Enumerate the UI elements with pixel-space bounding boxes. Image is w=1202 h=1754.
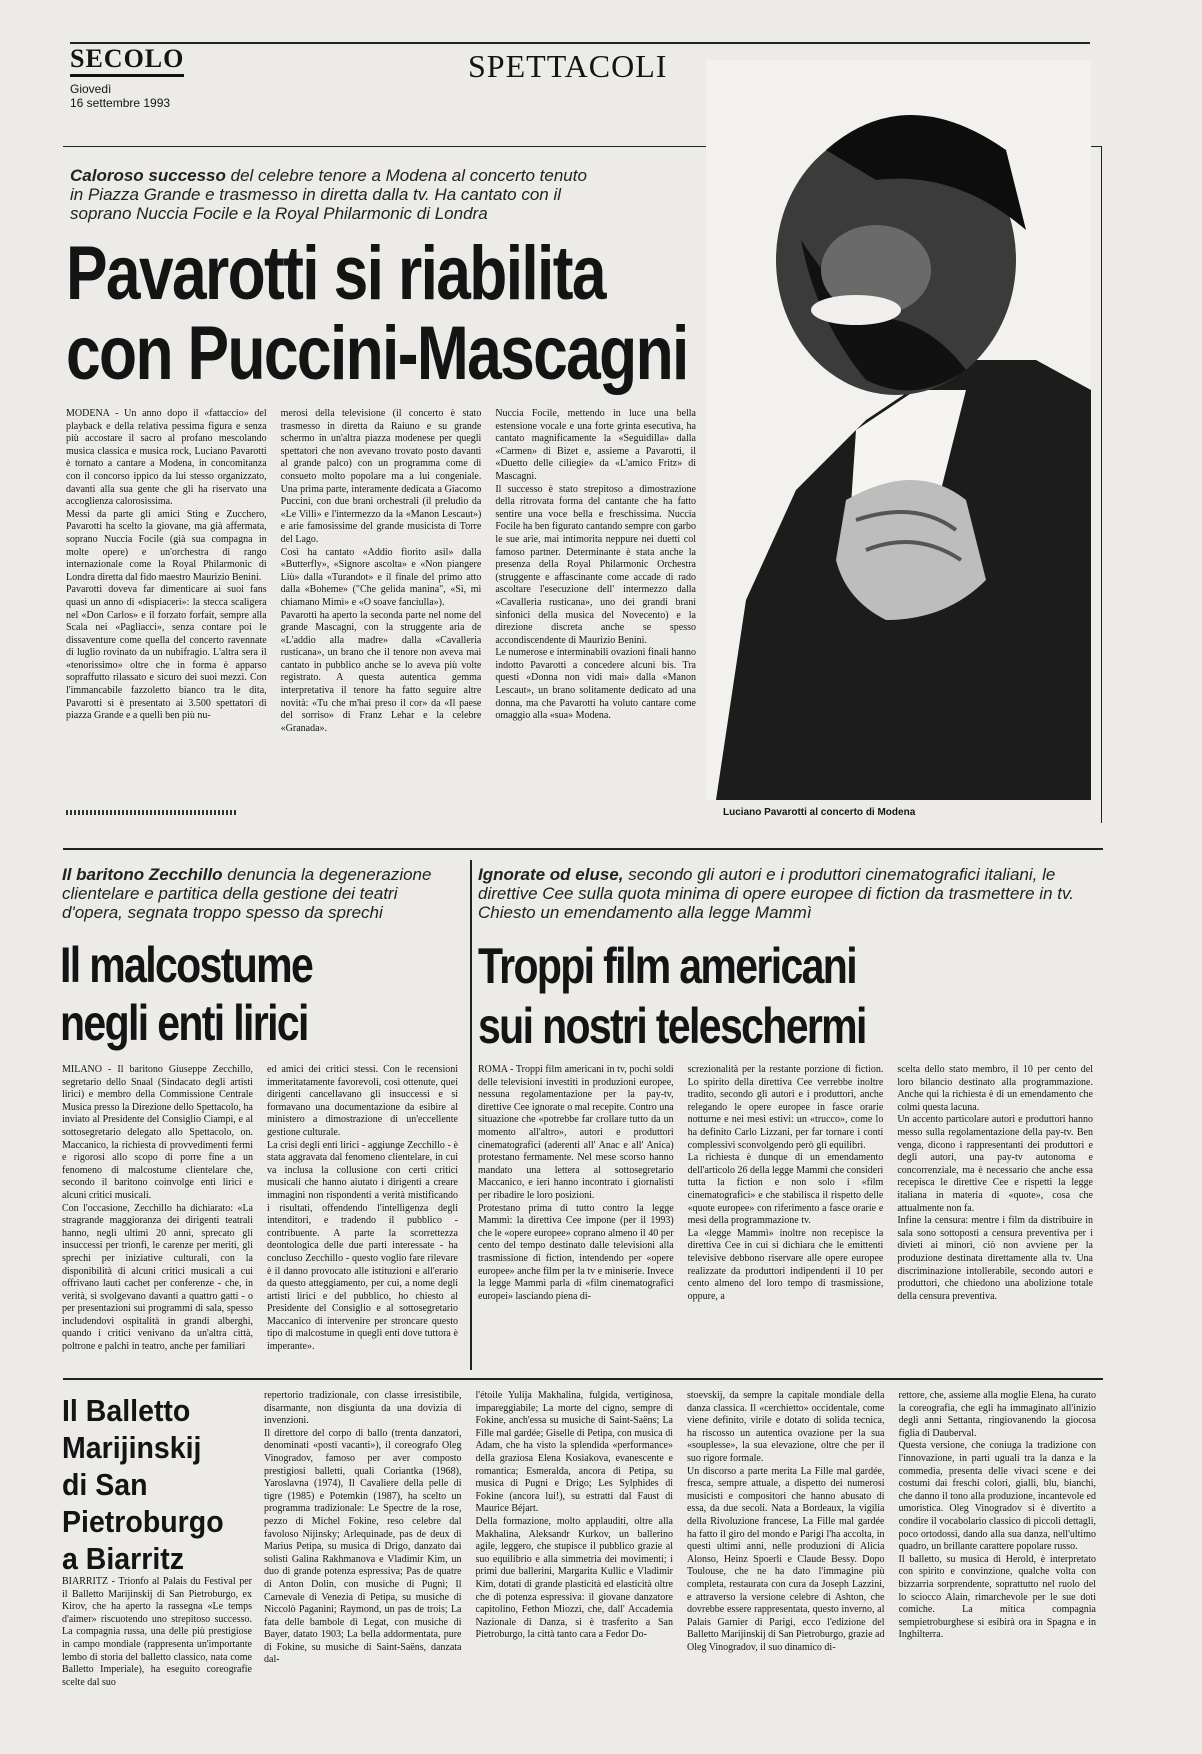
third-column: scelta dello stato membro, il 10 per cento del loro bilancio destinato alla programmazione. Anche qui la richiesta è di un emendamento che colmi questa lacuna. Un accento particolare autori e produttori hanno messo sulla regolamentazione della pay-tv. Ben venga, dicono i rappresentanti dei produttori e degli autori, una pay-tv autonoma e concorrenziale, ma è necessario che anche essa recepisca le direttive Cee e rispetti la legge italiana in materia di «quote», cosa che attualmente non fa. Infine la censura: mentre i film da distribuire in sala sono sottoposti a censura preventiva per i divieti ai minori, ciò non avviene per la produzione destinata direttamente alla tv. Una discriminazione intollerabile, secondo autori e produttori, che chiedono una abolizione totale della censura preventiva. xyxy=(897,1064,1093,1302)
second-kicker-text: denuncia la degenerazione clientelare e partitica della gestione dei teatri d'opera, segnata troppo spesso da sprechi xyxy=(62,865,432,922)
section-title: SPETTACOLI xyxy=(468,48,668,84)
ballet-column: BIARRITZ - Trionfo al Palais du Festival per il Balletto Marijinskij di San Pietroburgo, ex Kirov, che ha aperto la rassegna «Le temps d'aimer» riscuotendo uno strepitoso successo. La compagnia russa, una delle più prestigiose in campo mondiale (rappresenta un'importante lembo di storia del balletto classico, nata come Balletto Imperiale), ha eseguito coreografie scelte dal suo xyxy=(62,1576,252,1688)
second-column: ed amici dei critici stessi. Con le recensioni immeritatamente favorevoli, così ottenute, quei dirigenti cancellavano gli insuccessi e si formavano una documentazione da esibire al ministero a dimostrazione di un'eccellente gestione culturale. La crisi degli enti lirici - aggiunge Zecchillo - è stata aggravata dal fenomeno clientelare, in cui va inclusa la collusione con certi critici musicali che hanno aiutato i dirigenti a creare immagini non rispondenti a verità mistificando i risultati, offendendo l'intelligenza degli intenditori, e tradendo il pubblico - contribuente. A parte la scorrettezza deontologica delle due parti interessate - ha concluso Zecchillo - questo voglio fare rilevare è il danno provocato alle istituzioni e all'erario da questo atteggiamento, per cui, a nome degli artisti lirici e del pubblico, ho chiesto al Presidente del Consiglio e al sottosegretario Maccanico di intervenire per stroncare questo tipo di malcostume in quegli enti dove tuttora è imperante». xyxy=(267,1064,458,1353)
ballet-column: repertorio tradizionale, con classe irresistibile, disarmante, non disgiunta da una dovizia di invenzioni. Il direttore del corpo di ballo (trenta danzatori, denominati «posti vacanti»), il coreografo Oleg Vinogradov, famoso per aver composto prestigiosi balletti, quali Coriantka (1968), Yaroslavna (1974), Il Cavaliere della pelle di tigre (1985) e Potemkin (1987), ha scelto un programma tradizionale: Le Spectre de la rose, pezzo di Michel Fokine, reso celebre dal favoloso Nijinsky; Arlequinade, pas de deux di Marius Petipa, su musica di Drigo, danzato dai solisti Galina Rakhmanova e Vladimir Kim, un duo di grande potenza espressiva; Pas de quatre di Anton Dolin, con musiche di Pugni; Il Carnevale di Venezia di Petipa, su musiche di Niccolò Paganini; Raymond, un pas de trois; La fata delle bambole di Legat, con musiche di Bayer, datato 1903; La bella addormentata, pure di Fokine, su musiche di Saint-Saëns, danzata dal- xyxy=(264,1390,462,1666)
lead-column: merosi della televisione (il concerto è stato trasmesso in diretta da Raiuno e su grande schermo in un'altra piazza modenese per quegli spettatori che non avevano trovato posto davanti al grande palco) con un programma come di consueto molto popolare ma a lui congeniale. Una prima parte, interamente dedicata a Giacomo Puccini, con due brani orchestrali (il preludio da «Le Villi» e l'intermezzo da la «Manon Lescaut») e arie famosissime del grande musicista di Torre del Lago. Così ha cantato «Addio fiorito asil» dalla «Butterfly», «Signore ascolta» e «Non piangere Liù» dalla «Turandot» e il finale del primo atto dalla «Boheme» ("Che gelida manina", «Sì, mi chiamano Mimì» e «O soave fanciulla»). Pavarotti ha aperto la seconda parte nel nome del grande Mascagni, con la struggente aria de «L'addio alla madre» dalla «Cavalleria rusticana», un brano che il tenore non aveva mai cantato in pubblico anche se lo aveva più volte registrato. A questa autentica gemma interpretativa il tenore ha fatto seguire altre novità: «Tu che m'hai preso il cor» da «Il paese del sorriso» di Franz Lehar e la celebre «Granada». xyxy=(280,408,482,734)
lead-kicker-bold: Caloroso successo xyxy=(70,166,226,185)
column-divider xyxy=(470,860,472,1370)
pavarotti-photo xyxy=(706,60,1091,800)
ballet-headline-line: Pietroburgo xyxy=(62,1504,224,1539)
second-kicker xyxy=(62,865,452,922)
second-kicker-bold: Il baritono Zecchillo xyxy=(62,865,223,884)
third-headline-line2: sui nostri teleschermi xyxy=(478,998,866,1054)
third-headline-line1: Troppi film americani xyxy=(478,938,856,994)
dotted-rule xyxy=(66,810,236,815)
third-kicker-text: secondo gli autori e i produttori cinematografici italiani, le direttive Cee sulla quota minima di opere europee di fiction da trasmettere in tv. Chiesto un emendamento alla legge Mammì xyxy=(478,865,1074,922)
ballet-headline-line: di San xyxy=(62,1467,148,1502)
section-divider xyxy=(63,1378,1103,1380)
third-kicker-bold: Ignorate od eluse, xyxy=(478,865,624,884)
ballet-body xyxy=(264,1390,1096,1736)
ballet-column: stoevskij, da sempre la capitale mondiale della danza classica. Il «cerchietto» occidentale, come viene definito, virile e dotato di solida tecnica, ha riscosso un autentica ovazione per la sua «souplesse», la sua elevazione, oltre che per il suo rigore formale. Un discorso a parte merita La Fille mal gardée, fresca, sempre attuale, a dispetto dei numerosi musicisti e compositori che hanno abusato di essa, da due secoli. Nata a Bordeaux, la vigilia della Rivoluzione francese, La Fille mal gardée ha fatto il giro del mondo e Parigi l'ha accolta, in questi ultimi anni, nelle produzioni di Alicia Alonso, Heinz Spoerli e Claude Bessy. Dopo Toulouse, che ne ha dato l'immagine più completa, restaurata con cura da Joseph Lazzini, e attraverso la versione celebre di Ashton, che dovrebbe essere rappresentata, questo inverno, al Palais Garnier di Parigi, ecco l'edizione del Balletto Marijinskij di San Pietroburgo, grazie ad Oleg Vinogradov, il suo dinamico di- xyxy=(687,1390,885,1653)
issue-day: Giovedì xyxy=(70,82,112,96)
section-divider xyxy=(63,848,1103,850)
pavarotti-photo-image xyxy=(706,60,1091,800)
photo-caption: Luciano Pavarotti al concerto di Modena xyxy=(723,807,916,818)
issue-date xyxy=(70,82,170,110)
third-headline xyxy=(478,936,866,1056)
lead-headline-line1: Pavarotti si riabilita xyxy=(66,231,605,316)
second-column: MILANO - Il baritono Giuseppe Zecchillo, segretario dello Snaal (Sindacato degli artisti lirici) e membro della Commissione Centrale Musica presso la Direzione dello Spettacolo, ha inviato al Presidente del Consiglio Ciampi, e al sottosegretario delegato allo Spettacolo, on. Maccanico, la richiesta di provvedimenti fermi e rigorosi allo scopo di porre fine a un fenomeno di malcostume clientelare che, secondo il baritono coinvolge enti lirici e alcuni critici musicali. Con l'occasione, Zecchillo ha dichiarato: «La stragrande maggioranza dei dirigenti teatrali hanno, negli ultimi 20 anni, sprecato gli insuccessi per trionfi, le carenze per meriti, gli sprechi per iniziative culturali, con la disponibilità di alcuni critici musicali a cui offrivano lauti cachet per conferenze - che, in verità, si svolgevano davanti a quattro gatti - o per presentazioni sui programmi di sala, spesso includendovi ospitalità in grandi alberghi, quando i critici venivano da un'altra città, poltrone e palchi in teatro, anche per familiari xyxy=(62,1064,253,1353)
newspaper-logo: SECOLO xyxy=(70,46,184,77)
lead-kicker-text: del celebre tenore a Modena al concerto tenuto in Piazza Grande e trasmesso in diretta dalla tv. Ha cantato con il soprano Nuccia Focile e la Royal Philarmonic di Londra xyxy=(70,166,587,223)
lead-headline-line2: con Puccini-Mascagni xyxy=(66,310,688,396)
second-body xyxy=(62,1064,458,1360)
ballet-headline xyxy=(62,1392,237,1577)
header-rule xyxy=(70,42,1090,44)
lead-kicker xyxy=(70,166,590,223)
lead-body xyxy=(66,408,696,818)
ballet-column: l'étoile Yulija Makhalina, fulgida, vertiginosa, impareggiabile; La morte del cigno, sempre di Fokine, anch'essa su musiche di Saint-Saëns; La Fille mal gardée; Giselle di Petipa, con musica di Adam, che ha visto la splendida «performance» della graziosa Elena Kosiakova, evanescente e romantica; Esmeralda, ancora di Petipa, su musica di Pugni e Drigo; Les Sylphides di Fokine (ancora lui!), su estratti dal Faust di Maurice Béjart. Della formazione, molto applauditi, oltre alla Makhalina, Aleksandr Kurkov, un ballerino agile, leggero, che stupisce il pubblico grazie al suo equilibrio e alla simmetria dei movimenti; i primi due ballerini, Margarita Kullic e Vladimir Kim, dotati di grande plasticità ed elasticità oltre che di potenza espressiva: il giovane danzatore capitolino, Fethon Miozzi, che, dall' Accademia Nazionale di Danza, si è trasferito a San Pietroburgo, la città tanto cara a Fedor Do- xyxy=(475,1390,673,1641)
ballet-lead-body xyxy=(62,1576,252,1736)
issue-full-date: 16 settembre 1993 xyxy=(70,96,171,110)
second-headline xyxy=(60,936,312,1052)
lead-headline xyxy=(66,231,688,396)
lead-column: Nuccia Focile, mettendo in luce una bella estensione vocale e una forte grinta esecutiva, ha cantato magnificamente la «Seguidilla» dalla «Carmen» di Bizet e, assieme a Pavarotti, il «Duetto delle ciliegie» da «L'amico Fritz» di Mascagni. Il successo è stato strepitoso a dimostrazione della ritrovata forma del cantante che ha fatto sentire una voce bella e freschissima. Nuccia Focile ha ben figurato cantando sempre con garbo le sue arie, mai intimorita neppure nei duetti col famoso partner. Determinante è stata anche la presenza della Royal Philarmonic Orchestra (struggente e affascinante come accade di rado ascoltare l'esecuzione dell' intermezzo dalla «Cavalleria rusticana», uno dei grandi brani sinfonici della musica del Novecento) e la direzione discreta anche se spesso accondiscendente di Maurizio Benini. Le numerose e interminabili ovazioni finali hanno indotto Pavarotti a concedere alcuni bis. Tra questi «Donna non vidi mai» dalla «Manon Lescaut», un brano solitamente dedicato ad una donna, ma che Pavarotti ha voluto cantare come omaggio alla «sua» Modena. xyxy=(495,408,696,722)
ballet-column: rettore, che, assieme alla moglie Elena, ha curato la coreografia, che egli ha immaginato all'inizio degli anni Settanta, ringiovanendo la giocosa figlia di Dauberval. Questa versione, che coniuga la tradizione con l'innovazione, in parti uguali tra la danza e la commedia, presenta delle vivaci scene e dei costumi dai freschi colori, gialli, blu, bianchi, che danno il tono alla produzione, incantevole ed umoristica. Oleg Vinogradov si è divertito a condire il vocabolario classico di piccoli dettagli, poco ortodossi, dando alla sua danza, nell'ultimo quadro, un brillante carattere popolare russo. Il balletto, su musica di Herold, è interpretato con spirito e convinzione, qualche volta con bizzarria sorprendente, soprattutto nel ruolo del lo sciocco Alain, rimarchevole per le sue doti comiche. La mitica compagnia sempietroburghese si esibirà ora in Spagna e in Inghilterra. xyxy=(898,1390,1096,1641)
lead-column: MODENA - Un anno dopo il «fattaccio» del playback e della relativa pessima figura e senza più accostare il sacro al profano mescolando musica classica e musica rock, Luciano Pavarotti è tornato a cantare a Modena, in concomitanza con il concorso ippico da lui stesso organizzato, davanti alla sua gente che gli ha riservato una accoglienza calorosissima. Messi da parte gli amici Sting e Zucchero, Pavarotti ha scelto la giovane, ma già affermata, soprano Nuccia Focile (già sua compagna in molte opere) e un'orchestra di rango internazionale come la Royal Philarmonic di Londra diretta dal fido maestro Maurizio Benini. Pavarotti doveva far dimenticare ai suoi fans quasi un anno di «dispiaceri»: la stecca scaligera nel «Don Carlos» e il forzato forfait, sempre alla Scala nei «Pagliacci», senza contare poi le dissaventure come quella del concerto ravennate di luglio rovinato da un nubifragio. L'altra sera il «tenorissimo» oltre che in forma è apparso sopraffutto rilassato e sicuro dei suoi mezzi. Con l'immancabile fazzoletto bianco tra le dita, Pavarotti si è presentato ai 3.500 spettatori di piazza Grande e a quelli ben più nu- xyxy=(66,408,267,722)
second-headline-line2: negli enti lirici xyxy=(60,995,308,1051)
ballet-headline-line: Il Balletto xyxy=(62,1393,191,1428)
ballet-headline-line: Marijinskij xyxy=(62,1430,202,1465)
ballet-headline-line: a Biarritz xyxy=(62,1541,185,1576)
third-kicker xyxy=(478,865,1078,922)
third-column: ROMA - Troppi film americani in tv, pochi soldi delle televisioni investiti in produzioni europee, nessuna regolamentazione per la pay-tv, direttive Cee ignorate o mal recepite. Contro una situazione che «potrebbe far crollare tutto da un momento all'altro», autori e produttori cinematografici (aderenti all' Anac e all' Anica) protestano fermamente. Nel mese scorso hanno mandato una lettera al sottosegretario Maccanico, e ieri hanno incontrato i giornalisti per ribadire le loro posizioni. Protestano prima di tutto contro la legge Mammì: la direttiva Cee impone (per il 1993) che le «opere europee» coprano almeno il 40 per cento del tempo destinato dalle televisioni alla trasmissione di fiction, intendendo per «opere europee» anche film per la tv e miniserie. Invece la legge Mammì parla di «film cinematografici europei» lasciando piena di- xyxy=(478,1064,674,1302)
second-headline-line1: Il malcostume xyxy=(60,937,313,993)
third-column: screzionalità per la restante porzione di fiction. Lo spirito della direttiva Cee verrebbe inoltre tradito, secondo gli autori e i produttori, anche relegando le opere europee in fasce orarie notturne e nei mesi estivi: un «trucco», come lo ha definito Carlo Lizzani, per far tornare i conti complessivi sconvolgendo però gli equilibri. La richiesta è dunque di un emendamento dell'articolo 26 della legge Mammì che consideri tutta la fiction e non solo i «film cinematografici» e che stabilisca il rispetto delle «quote europee» con riferimento a fasce orarie e mesi della programmazione tv. La «legge Mammì» inoltre non recepisce la direttiva Cee in cui si dichiara che le emittenti televisive debbono riservare alle opere europee realizzate da produttori indipendenti il 10 per cento almeno del loro tempo di trasmissione, oppure, a xyxy=(687,1064,884,1302)
third-body xyxy=(478,1064,1093,1360)
